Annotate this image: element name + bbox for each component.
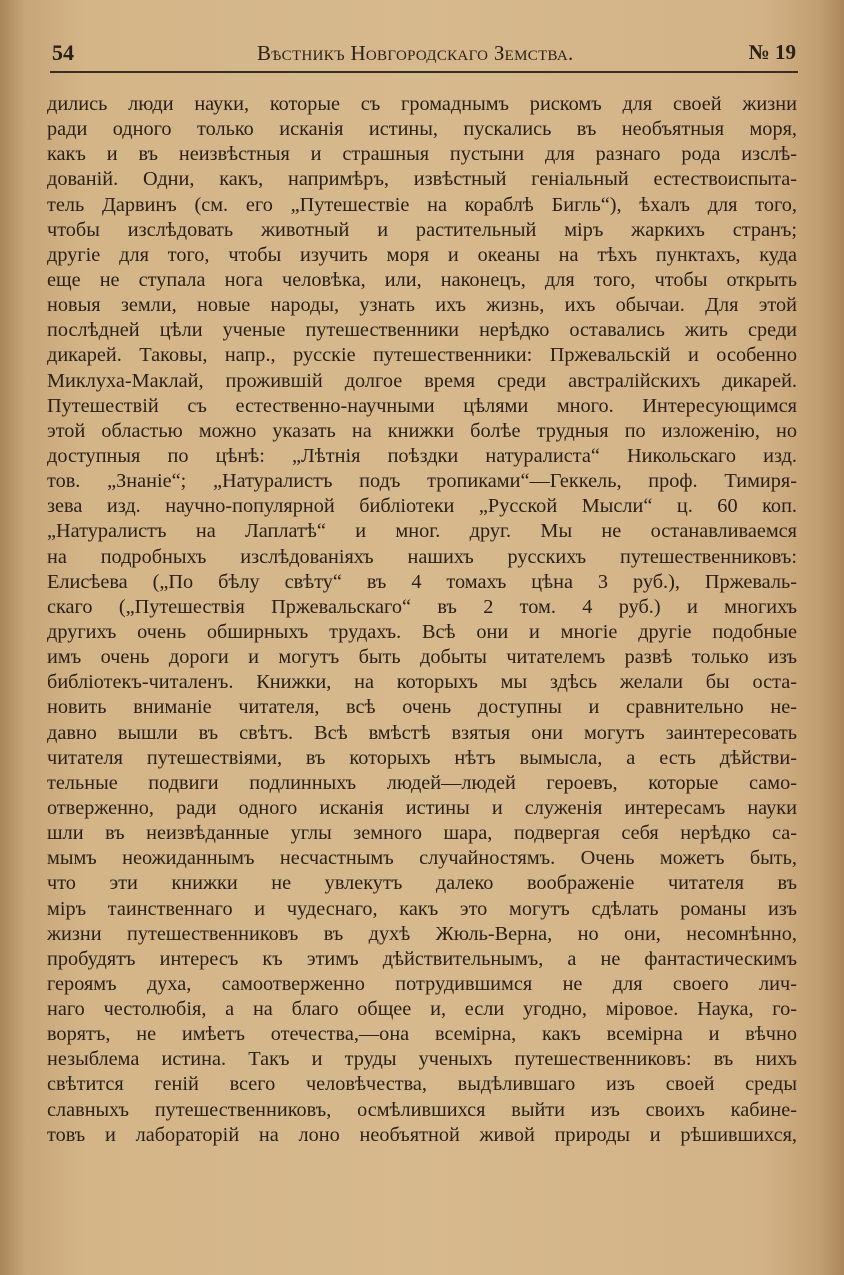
text-line: на подробныхъ изслѣдованіяхъ нашихъ русскихъ путешественниковъ: [47, 545, 797, 568]
text-line: читателя путешествіями, въ которыхъ нѣтъ вымысла, а есть дѣйстви- [47, 746, 797, 769]
text-line: пробудятъ интересъ къ этимъ дѣйствительнымъ, а не фантастическимъ [47, 947, 797, 970]
text-line: послѣдней цѣли ученые путешественники нерѣдко оставались жить среди [47, 319, 797, 342]
text-line: ради одного только исканія истины, пускались въ необъятныя моря, [47, 118, 797, 141]
text-line: этой областью можно указать на книжки болѣе трудныя по изложенію, но [47, 419, 797, 442]
page-header [52, 40, 796, 70]
text-line: тель Дарвинъ (см. его „Путешествіе на кораблѣ Бигль“), ѣхалъ для того, [47, 193, 797, 216]
text-line: дованій. Одни, какъ, напримѣръ, извѣстный геніальный естествоиспыта- [47, 168, 797, 191]
header-rule [50, 71, 798, 73]
text-line: наго честолюбія, а на благо общее и, если угодно, міровое. Наука, го- [47, 998, 797, 1021]
text-line: новить вниманіе читателя, всѣ очень доступны и сравнительно не- [47, 696, 797, 719]
running-title: Вѣстникъ Новгородскаго Земства. [257, 41, 574, 65]
text-line: „Натуралистъ на Лаплатѣ“ и мног. друг. Мы не останавливаемся [47, 520, 797, 543]
text-line: доступныя по цѣнѣ: „Лѣтнія поѣздки натуралиста“ Никольскаго изд. [47, 444, 797, 467]
text-line: что эти книжки не увлекутъ далеко воображеніе читателя въ [47, 872, 797, 895]
text-line: новыя земли, новые народы, узнать ихъ жизнь, ихъ обычаи. Для этой [47, 294, 797, 317]
text-line: какъ и въ неизвѣстныя и страшныя пустыни для разнаго рода изслѣ- [47, 143, 797, 166]
text-line: еще не ступала нога человѣка, или, наконецъ, для того, чтобы открыть [47, 268, 797, 291]
text-line: давно вышли въ свѣтъ. Всѣ вмѣстѣ взятыя они могутъ заинтересовать [47, 721, 797, 744]
text-line: товъ и лабораторій на лоно необъятной живой природы и рѣшившихся, [47, 1123, 797, 1146]
text-line: другіе для того, чтобы изучить моря и океаны на тѣхъ пунктахъ, куда [47, 243, 797, 266]
text-line: славныхъ путешественниковъ, осмѣлившихся выйти изъ своихъ кабине- [47, 1098, 797, 1121]
text-line: другихъ очень обширныхъ трудахъ. Всѣ они и многіе другіе подобные [47, 620, 797, 643]
text-line: шли въ неизвѣданные углы земного шара, подвергая себя нерѣдко са- [47, 822, 797, 845]
text-line: тельные подвиги подлинныхъ людей—людей героевъ, которые само- [47, 771, 797, 794]
text-line: свѣтится геній всего человѣчества, выдѣлившаго изъ своей среды [47, 1073, 797, 1096]
text-line: Елисѣева („По бѣлу свѣту“ въ 4 томахъ цѣна 3 руб.), Пржеваль- [47, 570, 797, 593]
text-line: тов. „Знаніе“; „Натуралистъ подъ тропиками“—Геккель, проф. Тимиря- [47, 470, 797, 493]
text-line: зева изд. научно-популярной библіотеки „Русской Мысли“ ц. 60 коп. [47, 495, 797, 518]
text-line: отверженно, ради одного исканія истины и служенія интересамъ науки [47, 796, 797, 819]
body-text [47, 92, 797, 1148]
page-number: 54 [52, 40, 74, 65]
text-line: скаго („Путешествія Пржевальскаго“ въ 2 том. 4 руб.) и многихъ [47, 595, 797, 618]
text-line: дились люди науки, которые съ громаднымъ рискомъ для своей жизни [47, 93, 797, 115]
text-line: библіотекъ-читаленъ. Книжки, на которыхъ мы здѣсь желали бы оста- [47, 671, 797, 694]
text-line: Миклуха-Маклай, прожившій долгое время среди австралійскихъ дикарей. [47, 369, 797, 392]
text-line: Путешествій съ естественно-научными цѣлями много. Интересующимся [47, 394, 797, 417]
text-line: ворятъ, не имѣетъ отечества,—она всемірна, какъ всемірна и вѣчно [47, 1023, 797, 1046]
text-line: дикарей. Таковы, напр., русскіе путешественники: Пржевальскій и особенно [47, 344, 797, 367]
text-line: героямъ духа, самоотверженно потрудившимся не для своего лич- [47, 972, 797, 995]
text-line: міръ таинственнаго и чудеснаго, какъ это могутъ сдѣлать романы изъ [47, 897, 797, 920]
issue-number: № 19 [748, 40, 796, 64]
text-line: чтобы изслѣдовать животный и растительный міръ жаркихъ странъ; [47, 218, 797, 241]
text-line: имъ очень дороги и могутъ быть добыты читателемъ развѣ только изъ [47, 646, 797, 669]
text-line: жизни путешественниковъ въ духѣ Жюль-Верна, но они, несомнѣнно, [47, 922, 797, 945]
text-line: мымъ неожиданнымъ несчастнымъ случайностямъ. Очень можетъ быть, [47, 847, 797, 870]
text-line: незыблема истина. Такъ и труды ученыхъ путешественниковъ: въ нихъ [47, 1048, 797, 1071]
